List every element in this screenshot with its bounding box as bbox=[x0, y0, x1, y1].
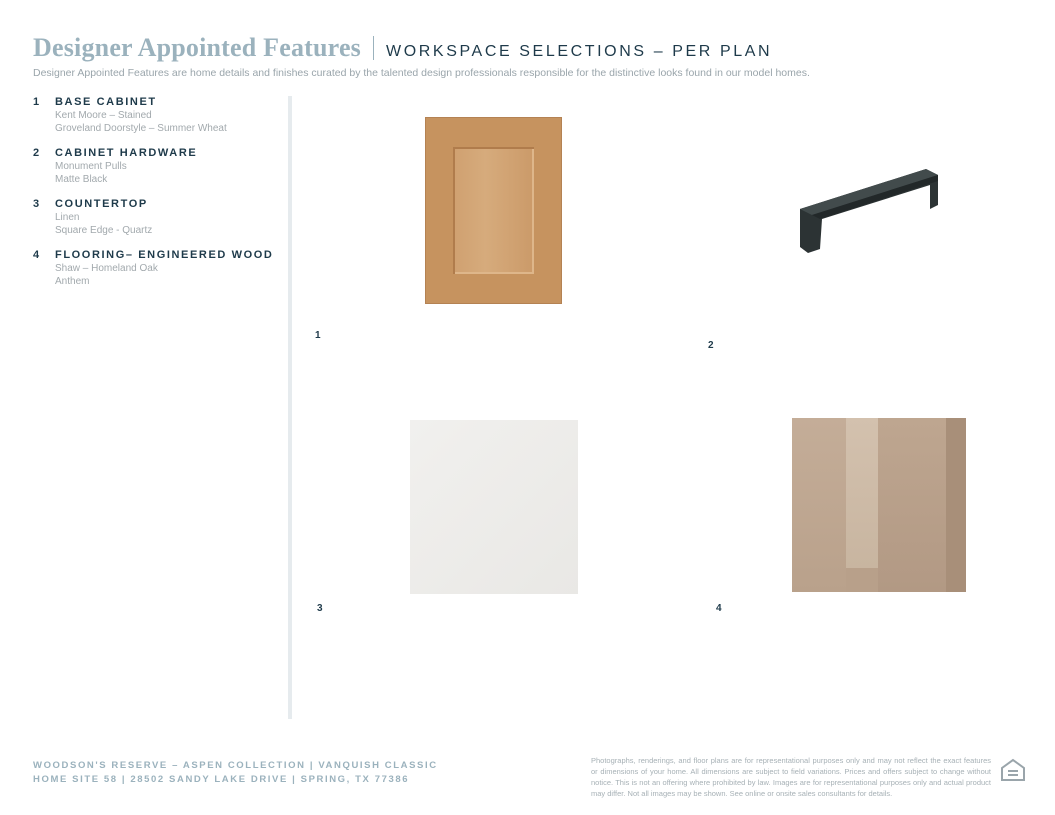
item-number: 4 bbox=[33, 249, 41, 261]
cabinet-door-panel bbox=[453, 147, 534, 274]
quartz-swatch bbox=[410, 420, 578, 594]
footer-line-2: HOME SITE 58 | 28502 SANDY LAKE DRIVE | SPRING, TX 77386 bbox=[33, 774, 410, 785]
wood-floor-swatch bbox=[792, 418, 966, 592]
page-title: Designer Appointed Features bbox=[33, 33, 362, 62]
item-detail: Groveland Doorstyle – Summer Wheat bbox=[55, 123, 227, 134]
item-title: COUNTERTOP bbox=[55, 198, 148, 210]
disclaimer: Photographs, renderings, and floor plans are for representational purposes only and may not reflect the exact features or dimensions of your home. All dimensions are subject to field variations. Prices and offers subject to change without notice. This is not an offering where prohibited by law. Images are for representational purposes only and actual product may differ. Not all images may be shown. See online or onsite sales consultants for details. bbox=[591, 756, 991, 798]
item-detail: Matte Black bbox=[55, 174, 108, 185]
page-description: Designer Appointed Features are home details and finishes curated by the talented design professionals responsible for the distinctive looks found in our model homes. bbox=[33, 67, 810, 79]
cabinet-pull-swatch bbox=[796, 165, 942, 255]
vertical-divider bbox=[288, 96, 292, 719]
item-number: 2 bbox=[33, 147, 41, 159]
item-number: 1 bbox=[33, 96, 41, 108]
equal-housing-opportunity-icon bbox=[1000, 758, 1026, 784]
item-detail: Anthem bbox=[55, 276, 90, 287]
title-divider bbox=[373, 36, 374, 60]
cabinet-door-swatch bbox=[425, 117, 562, 304]
list-item-countertop bbox=[33, 198, 278, 237]
page-header bbox=[33, 33, 1025, 79]
item-detail: Monument Pulls bbox=[55, 161, 127, 172]
item-number: 3 bbox=[33, 198, 41, 210]
image-label-2: 2 bbox=[708, 340, 714, 351]
list-item-flooring bbox=[33, 249, 278, 288]
item-title: FLOORING– ENGINEERED WOOD bbox=[55, 249, 274, 261]
item-detail: Shaw – Homeland Oak bbox=[55, 263, 158, 274]
footer-line-1: WOODSON'S RESERVE – ASPEN COLLECTION | VANQUISH CLASSIC bbox=[33, 760, 438, 771]
item-detail: Linen bbox=[55, 212, 80, 223]
image-label-4: 4 bbox=[716, 603, 722, 614]
list-item-cabinet-hardware bbox=[33, 147, 278, 186]
image-label-3: 3 bbox=[317, 603, 323, 614]
image-label-1: 1 bbox=[315, 330, 321, 341]
item-title: BASE CABINET bbox=[55, 96, 157, 108]
list-item-base-cabinet bbox=[33, 96, 278, 135]
item-detail: Square Edge - Quartz bbox=[55, 225, 153, 236]
item-title: CABINET HARDWARE bbox=[55, 147, 198, 159]
community-info bbox=[33, 759, 438, 787]
item-detail: Kent Moore – Stained bbox=[55, 110, 152, 121]
page-subtitle: WORKSPACE SELECTIONS – PER PLAN bbox=[386, 43, 773, 60]
selections-list bbox=[33, 96, 278, 300]
